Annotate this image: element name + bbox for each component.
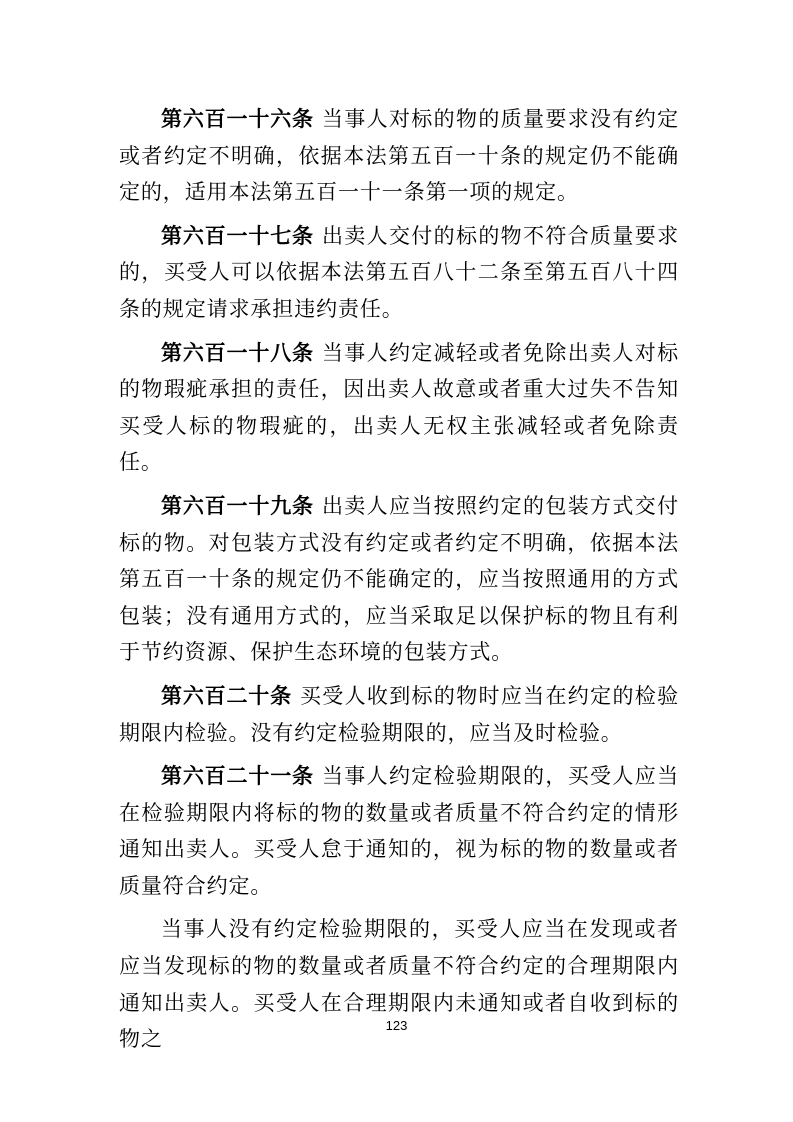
article-number: 第六百二十条	[161, 683, 292, 708]
article-617-paragraph	[119, 218, 679, 328]
article-text: 出卖人应当按照约定的包装方式交付标的物。对包装方式没有约定或者约定不明确，依据本法第五百一十条的规定仍不能确定的，应当按照通用的方式包装；没有通用方式的，应当采取足以保护标的物且有利于节约资源、保护生态环境的包装方式。	[119, 493, 679, 665]
article-number: 第六百一十九条	[161, 493, 314, 518]
article-618-paragraph	[119, 335, 679, 481]
article-text: 当事人没有约定检验期限的，买受人应当在发现或者应当发现标的物的数量或者质量不符合约定的合理期限内通知出卖人。买受人在合理期限内未通知或者自收到标的物之	[119, 917, 679, 1052]
article-text: 出卖人交付的标的物不符合质量要求的，买受人可以依据本法第五百八十二条至第五百八十四条的规定请求承担违约责任。	[119, 223, 679, 321]
article-number: 第六百二十一条	[161, 764, 314, 789]
article-620-paragraph	[119, 678, 679, 751]
page-number: 123	[385, 1018, 408, 1033]
article-616-paragraph	[119, 101, 679, 211]
article-619-paragraph	[119, 488, 679, 671]
article-text: 买受人收到标的物时应当在约定的检验期限内检验。没有约定检验期限的，应当及时检验。	[119, 683, 679, 745]
article-text: 当事人约定检验期限的，买受人应当在检验期限内将标的物的数量或者质量不符合约定的情形通知出卖人。买受人怠于通知的，视为标的物的数量或者质量符合约定。	[119, 764, 679, 898]
article-number: 第六百一十六条	[161, 107, 314, 131]
document-page	[119, 101, 679, 1058]
article-text: 当事人对标的物的质量要求没有约定或者约定不明确，依据本法第五百一十条的规定仍不能确定的，适用本法第五百一十一条第一项的规定。	[119, 107, 679, 205]
article-number: 第六百一十七条	[161, 223, 314, 248]
article-text: 当事人约定减轻或者免除出卖人对标的物瑕疵承担的责任，因出卖人故意或者重大过失不告知买受人标的物瑕疵的，出卖人无权主张减轻或者免除责任。	[119, 340, 679, 475]
article-621-paragraph	[119, 758, 679, 904]
article-number: 第六百一十八条	[161, 340, 314, 365]
article-621-continuation-paragraph	[119, 911, 679, 1057]
